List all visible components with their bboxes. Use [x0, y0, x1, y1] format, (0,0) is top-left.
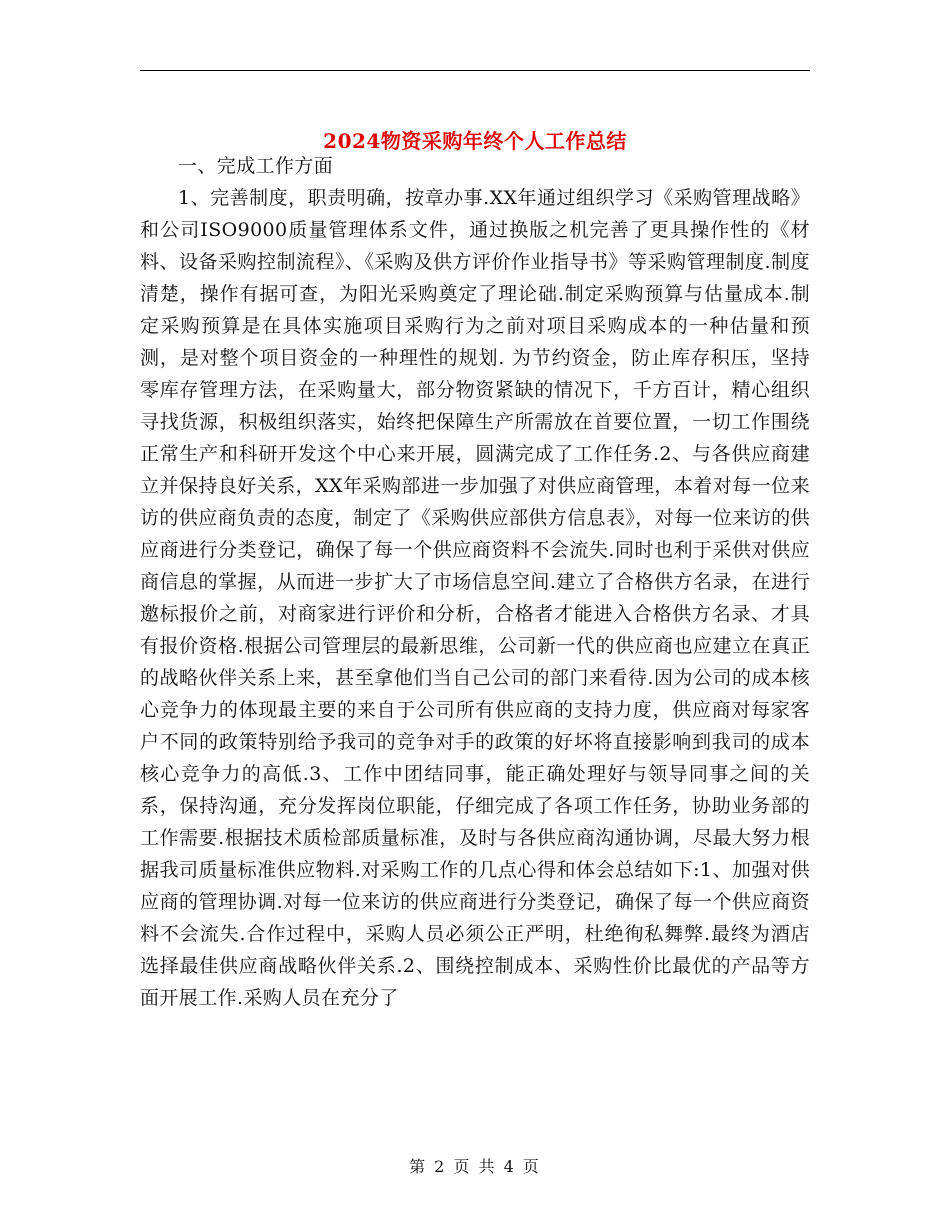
document-body	[140, 150, 810, 1014]
header-rule	[140, 70, 810, 71]
page-number: 第 2 页 共 4 页	[409, 1157, 541, 1176]
document-title: 2024物资采购年终个人工作总结	[323, 129, 627, 154]
body-paragraph: 1、完善制度，职责明确，按章办事.XX年通过组织学习《采购管理战略》和公司ISO9000质量管理体系文件，通过换版之机完善了更具操作性的《材料、设备采购控制流程》、《采购及供方评价作业指导书》等采购管理制度.制度清楚，操作有据可查，为阳光采购奠定了理论础.制定采购预算与估量成本.制定采购预算是在具体实施项目采购行为之前对项目采购成本的一种估量和预测，是对整个项目资金的一种理性的规划. 为节约资金，防止库存积压，坚持零库存管理方法，在采购量大，部分物资紧缺的情况下，千方百计，精心组织寻找货源，积极组织落实，始终把保障生产所需放在首要位置，一切工作围绕正常生产和科研开发这个中心来开展，圆满完成了工作任务.2、与各供应商建立并保持良好关系，XX年采购部进一步加强了对供应商管理，本着对每一位来访的供应商负责的态度，制定了《采购供应部供方信息表》，对每一位来访的供应商进行分类登记，确保了每一个供应商资料不会流失.同时也利于采供对供应商信息的掌握，从而进一步扩大了市场信息空间.建立了合格供方名录，在进行邀标报价之前，对商家进行评价和分析，合格者才能进入合格供方名录、才具有报价资格.根据公司管理层的最新思维，公司新一代的供应商也应建立在真正的战略伙伴关系上来，甚至拿他们当自己公司的部门来看待.因为公司的成本核心竞争力的体现最主要的来自于公司所有供应商的支持力度，供应商对每家客户不同的政策特别给予我司的竞争对手的政策的好坏将直接影响到我司的成本核心竞争力的高低.3、工作中团结同事，能正确处理好与领导同事之间的关系，保持沟通，充分发挥岗位职能，仔细完成了各项工作任务，协助业务部的工作需要.根据技术质检部质量标准，及时与各供应商沟通协调，尽最大努力根据我司质量标准供应物料.对采购工作的几点心得和体会总结如下:1、加强对供应商的管理协调.对每一位来访的供应商进行分类登记，确保了每一个供应商资料不会流失.合作过程中，采购人员必须公正严明，杜绝徇私舞弊.最终为酒店选择最佳供应商战略伙伴关系.2、围绕控制成本、采购性价比最优的产品等方面开展工作.采购人员在充分了	[140, 187, 810, 1009]
section-heading: 一、完成工作方面	[178, 155, 334, 177]
